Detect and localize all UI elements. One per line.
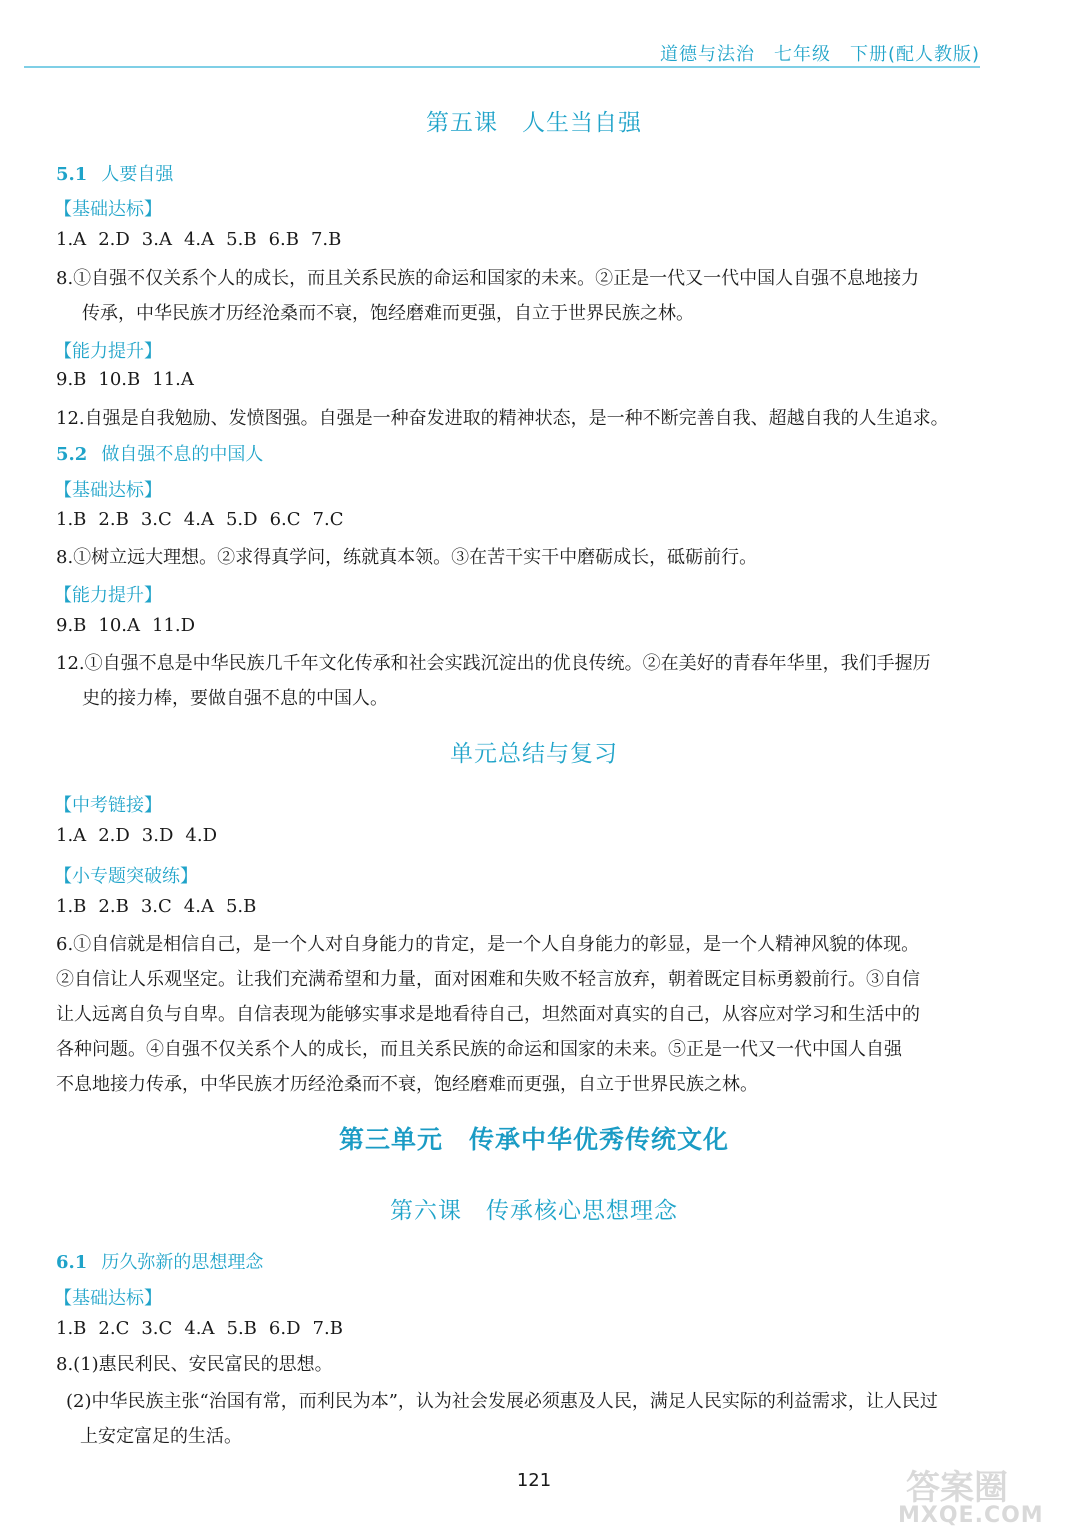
section-6-1-heading: [56, 1248, 263, 1274]
answer-item: 1.A: [56, 825, 87, 846]
header-divider: [24, 66, 980, 68]
lesson6-title: 第六课 传承核心思想理念: [390, 1198, 678, 1224]
answer-item: 5.B: [226, 229, 257, 250]
answer-item: 4.A: [184, 1318, 215, 1339]
answer-line: ②自信让人乐观坚定。让我们充满希望和力量，面对困难和失败不轻言放弃，朝着既定目标勇毅前行。③自信: [56, 969, 920, 990]
answer-item: 2.D: [98, 825, 130, 846]
answer-line: 8.(1)惠民利民、安民富民的思想。: [56, 1354, 333, 1375]
section-title: 人要自强: [101, 164, 174, 185]
answer-row: [56, 889, 988, 924]
answer-item: 5.D: [225, 509, 258, 530]
answer-item: 3.C: [140, 509, 172, 530]
answer-item: 7.C: [312, 509, 344, 530]
answer-row: [56, 502, 988, 537]
answer-line: 6.①自信就是相信自己，是一个人对自身能力的肯定，是一个人自身能力的彰显，是一个人精神风貌的体现。: [56, 934, 920, 955]
answer-item: 4.A: [183, 509, 214, 530]
answer-item: 4.D: [185, 825, 218, 846]
answer-item: 7.B: [310, 229, 342, 250]
answer-item: 11.D: [152, 615, 196, 636]
tag-basic: 【基础达标】: [54, 480, 162, 501]
answer-item: 10.A: [98, 615, 141, 636]
answer-row: [56, 818, 988, 853]
answer-item: 9.B: [56, 369, 87, 390]
answer-item: 3.A: [141, 229, 172, 250]
answer-line: 12.自强是自我勉励、发愤图强。自强是一种奋发进取的精神状态，是一种不断完善自我、超越自我的人生追求。: [56, 408, 949, 429]
answer-item: 3.C: [141, 1318, 173, 1339]
answer-line: 上安定富足的生活。: [80, 1426, 242, 1447]
answer-line: 传承，中华民族才历经沧桑而不衰，饱经磨难而更强，自立于世界民族之林。: [82, 303, 694, 324]
section-5-2-heading: [56, 440, 263, 466]
section-title: 历久弥新的思想理念: [101, 1252, 264, 1273]
answer-item: 6.D: [268, 1318, 301, 1339]
answer-item: 1.B: [56, 509, 87, 530]
page-number: 121: [516, 1470, 552, 1491]
answer-item: 2.B: [98, 896, 129, 917]
answer-item: 4.A: [183, 229, 215, 250]
answer-item: 5.B: [225, 896, 257, 917]
answer-line: 各种问题。④自强不仅关系个人的成长，而且关系民族的命运和国家的未来。⑤正是一代又一代中国人自强: [56, 1039, 902, 1060]
answer-item: 9.B: [56, 615, 87, 636]
answer-item: 10.B: [98, 369, 141, 390]
answer-line: 让人远离自负与自卑。自信表现为能够实事求是地看待自己，坦然面对真实的自己，从容应对学习和生活中的: [56, 1004, 920, 1025]
answer-item: 3.D: [141, 825, 174, 846]
answer-item: 7.B: [312, 1318, 343, 1339]
section-number: 6.1: [56, 1252, 88, 1273]
review-title: 单元总结与复习: [450, 741, 618, 767]
answer-paragraph: [66, 1384, 992, 1454]
answer-row: [56, 1311, 988, 1346]
answer-item: 5.B: [226, 1318, 257, 1339]
answer-row: [56, 608, 988, 643]
answer-item: 1.B: [56, 1318, 87, 1339]
answer-item: 11.A: [152, 369, 194, 390]
answer-item: 2.C: [98, 1318, 130, 1339]
answer-item: 1.B: [56, 896, 87, 917]
answer-line: 12.①自强不息是中华民族几千年文化传承和社会实践沉淀出的优良传统。②在美好的青春年华里，我们手握历: [56, 653, 931, 674]
answer-item: 6.C: [269, 509, 301, 530]
header-title: 道德与法治 七年级 下册(配人教版): [659, 44, 980, 65]
tag-exam-link: 【中考链接】: [54, 795, 162, 816]
answer-row: [56, 362, 988, 397]
tag-basic: 【基础达标】: [54, 199, 162, 220]
section-5-1-heading: [56, 160, 173, 186]
answer-item: 2.D: [98, 229, 130, 250]
answer-item: 4.A: [183, 896, 214, 917]
tag-basic: 【基础达标】: [54, 1288, 162, 1309]
watermark-text-en: MXQE.COM: [898, 1503, 1044, 1528]
tag-ability: 【能力提升】: [54, 341, 162, 362]
watermark-text-cn: 答案圈: [906, 1468, 1008, 1508]
answer-line: 史的接力棒，要做自强不息的中国人。: [82, 688, 388, 709]
tag-ability: 【能力提升】: [54, 585, 162, 606]
unit3-title: 第三单元 传承中华优秀传统文化: [338, 1125, 729, 1154]
tag-topic-practice: 【小专题突破练】: [54, 866, 198, 887]
answer-paragraph: [56, 646, 992, 716]
section-number: 5.1: [56, 164, 88, 185]
lesson5-title: 第五课 人生当自强: [426, 110, 642, 136]
answer-line: 8.①树立远大理想。②求得真学问，练就真本领。③在苦干实干中磨砺成长，砥砺前行。: [56, 547, 758, 568]
section-title: 做自强不息的中国人: [101, 444, 264, 465]
answer-line: 8.①自强不仅关系个人的成长，而且关系民族的命运和国家的未来。②正是一代又一代中国人自强不息地接力: [56, 268, 920, 289]
section-number: 5.2: [56, 444, 88, 465]
answer-paragraph: [56, 261, 992, 331]
answer-line: 不息地接力传承，中华民族才历经沧桑而不衰，饱经磨难而更强，自立于世界民族之林。: [56, 1074, 758, 1095]
answer-item: 6.B: [268, 229, 299, 250]
answer-item: 2.B: [98, 509, 129, 530]
answer-row: [56, 222, 988, 257]
answer-item: 1.A: [56, 229, 87, 250]
answer-line: (2)中华民族主张“治国有常，而利民为本”，认为社会发展必须惠及人民，满足人民实际的利益需求，让人民过: [66, 1391, 938, 1412]
answer-paragraph: [56, 927, 992, 1102]
watermark-logo: [898, 1460, 1048, 1532]
page-header: [0, 0, 1068, 70]
answer-item: 3.C: [140, 896, 172, 917]
